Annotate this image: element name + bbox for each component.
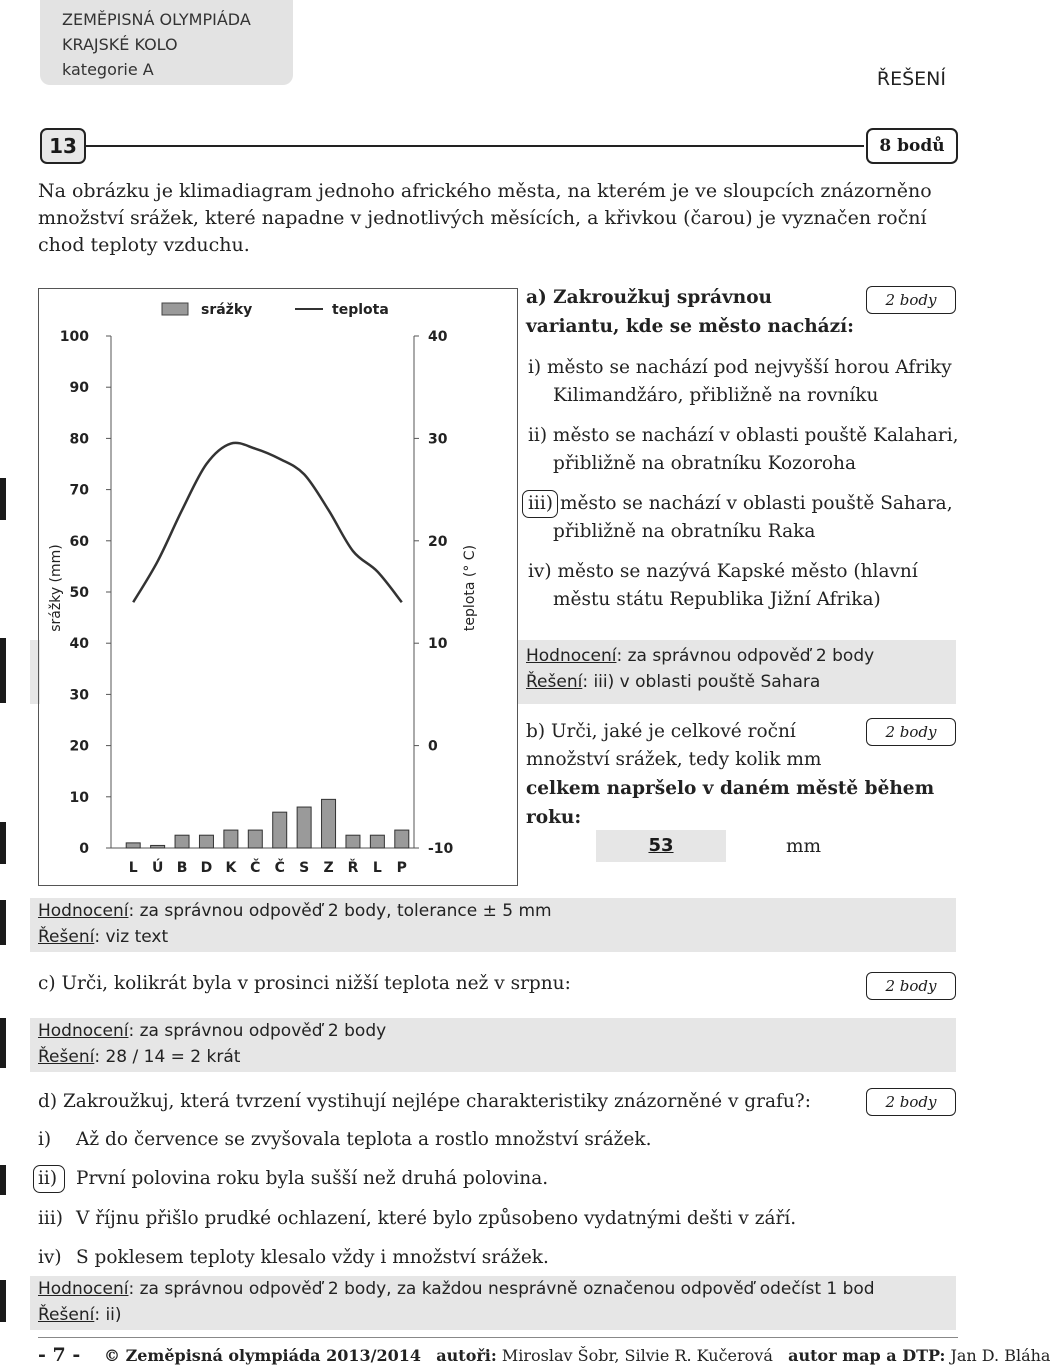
tick-label-left: 10 (69, 789, 89, 806)
qd-eval-label: Hodnocení (38, 1279, 129, 1299)
legend-label-precip: srážky (201, 302, 253, 318)
qa-option-4-line1[interactable]: iv) město se nazývá Kapské město (hlavní (528, 561, 918, 582)
precip-bar (224, 830, 238, 848)
month-label: D (200, 860, 213, 876)
header-olympiad: ZEMĚPISNÁ OLYMPIÁDA (62, 10, 251, 29)
qb-line3: celkem napršelo v daném městě během (526, 778, 935, 799)
qd-option-4-mark[interactable]: iv) (38, 1247, 62, 1268)
month-label: P (396, 860, 407, 876)
qd-option-1-mark[interactable]: i) (38, 1129, 52, 1150)
qa-sol-text: : iii) v oblasti pouště Sahara (582, 672, 821, 692)
qb-eval-label: Hodnocení (38, 901, 129, 921)
month-label: K (225, 860, 237, 876)
margin-marker (0, 638, 6, 703)
qc-eval-text: : za správnou odpověď 2 body (128, 1021, 387, 1041)
qa-eval-label: Hodnocení (526, 646, 617, 666)
qa-title-line1: a) Zakroužkuj správnou (526, 287, 773, 308)
temperature-curve (133, 443, 402, 602)
qd-option-3[interactable]: V říjnu přišlo prudké ochlazení, které bylo způsobeno vydatnými dešti v září. (76, 1208, 797, 1229)
footer-dtp: Jan D. Bláha (950, 1346, 1050, 1365)
qc-eval-label: Hodnocení (38, 1021, 129, 1041)
task-points: 8 bodů (866, 128, 958, 164)
tick-label-right: -10 (428, 841, 454, 857)
month-label: S (299, 860, 310, 876)
footer-credits (104, 1346, 1050, 1365)
qd-sol-label: Řešení (38, 1305, 95, 1325)
tick-label-right: 40 (428, 329, 448, 345)
tick-label-right: 10 (428, 636, 448, 653)
qb-line1: b) Urči, jaké je celkové roční (526, 721, 796, 742)
qd-option-2[interactable]: První polovina roku byla sušší než druhá polovina. (76, 1168, 549, 1189)
legend-label-temp: teplota (332, 302, 389, 318)
precip-bar (248, 830, 262, 848)
qa-title-line2: variantu, kde se město nachází: (526, 316, 855, 337)
tick-label-right: 0 (428, 738, 438, 755)
qa-eval-text: : za správnou odpověď 2 body (616, 646, 875, 666)
footer-authors-label: autoři: (436, 1346, 497, 1365)
task-intro: Na obrázku je klimadiagram jednoho afrického města, na kterém je ve sloupcích znázorněno množství srážek, které napadne v jednotlivých měsících, a křivkou (čarou) je vyznačen roční chod teploty vzduchu. (38, 180, 932, 256)
qd-option-2-mark[interactable]: ii) (38, 1168, 58, 1189)
qc-evaluation-box (30, 1018, 956, 1072)
qb-sol-text: : viz text (94, 927, 169, 947)
qd-eval-text: : za správnou odpověď 2 body, za každou nesprávně označenou odpověď odečíst 1 bod (128, 1279, 875, 1299)
climate-chart (38, 288, 518, 886)
task-rule (84, 145, 864, 147)
qb-line2: množství srážek, tedy kolik mm (526, 749, 822, 770)
qb-sol-label: Řešení (38, 927, 95, 947)
tick-label-left: 0 (79, 841, 89, 857)
precip-bar (273, 812, 287, 848)
tick-label-left: 20 (69, 738, 89, 755)
qa-option-4-line2: městu státu Republika Jižní Afrika) (553, 589, 881, 610)
qb-points: 2 body (866, 718, 956, 746)
precip-bar (297, 807, 311, 848)
header-round: KRAJSKÉ KOLO (62, 35, 178, 54)
precip-bar (322, 799, 336, 848)
month-label: Č (250, 860, 261, 876)
header-category: kategorie A (62, 60, 154, 79)
precip-bar (395, 830, 409, 848)
qd-option-3-mark[interactable]: iii) (38, 1208, 63, 1229)
qd-option-4[interactable]: S poklesem teploty klesalo vždy i množství srážek. (76, 1247, 549, 1268)
tick-label-left: 40 (69, 636, 89, 653)
tick-label-right: 20 (428, 533, 448, 550)
margin-marker (0, 1165, 6, 1195)
qa-option-1-line1[interactable]: i) město se nachází pod nejvyšší horou Afriky (528, 357, 952, 378)
qb-unit: mm (786, 836, 822, 857)
margin-marker (0, 822, 6, 864)
margin-marker (0, 1280, 6, 1322)
task-number: 13 (40, 128, 86, 164)
precip-bar (126, 843, 140, 848)
margin-marker (0, 900, 6, 945)
qa-evaluation-box (518, 640, 956, 704)
qa-option-2-line1[interactable]: ii) město se nachází v oblasti pouště Kalahari, (528, 425, 959, 446)
qa-option-3-line1[interactable]: město se nachází v oblasti pouště Sahara, (560, 493, 953, 514)
footer-rule (38, 1337, 958, 1338)
qa-option-1-line2: Kilimandžáro, přibližně na rovníku (553, 385, 879, 406)
qd-option-1[interactable]: Až do července se zvyšovala teplota a rostlo množství srážek. (76, 1129, 652, 1150)
qb-eval-text: : za správnou odpověď 2 body, tolerance ± 5 mm (128, 901, 552, 921)
precip-bar (346, 835, 360, 848)
footer-dtp-label: autor map a DTP: (788, 1346, 946, 1365)
tick-label-left: 80 (69, 431, 89, 448)
qd-evaluation-box (30, 1276, 956, 1330)
precip-bar (151, 845, 165, 848)
margin-marker (0, 478, 6, 520)
month-label: Ú (151, 860, 164, 876)
qc-sol-label: Řešení (38, 1047, 95, 1067)
qc-text: c) Urči, kolikrát byla v prosinci nižší teplota než v srpnu: (38, 973, 571, 994)
qb-evaluation-box (30, 898, 956, 952)
precip-bar (199, 835, 213, 848)
legend-swatch-precip (162, 303, 188, 315)
qc-points: 2 body (866, 972, 956, 1000)
qa-option-3-mark[interactable]: iii) (528, 493, 553, 514)
margin-marker (0, 1018, 6, 1068)
tick-label-left: 100 (59, 329, 89, 345)
precip-bar (370, 835, 384, 848)
qb-line4: roku: (526, 807, 582, 828)
qb-answer-field[interactable]: 53 (596, 830, 726, 862)
month-label: Č (274, 860, 285, 876)
tick-label-left: 70 (69, 482, 89, 499)
header-solution: ŘEŠENÍ (876, 68, 946, 90)
tick-label-right: 30 (428, 431, 448, 448)
qd-points: 2 body (866, 1088, 956, 1116)
qc-sol-text: : 28 / 14 = 2 krát (94, 1047, 241, 1067)
month-label: L (372, 860, 382, 876)
qa-points: 2 body (866, 286, 956, 314)
month-label: B (176, 860, 188, 876)
precip-bar (175, 835, 189, 848)
y-axis-label-left: srážky (mm) (48, 544, 64, 632)
footer-authors: Miroslav Šobr, Silvie R. Kučerová (501, 1346, 773, 1365)
tick-label-left: 90 (69, 380, 89, 397)
y-axis-label-right: teplota (° C) (462, 544, 478, 632)
qa-option-2-line2: přibližně na obratníku Kozoroha (553, 453, 856, 474)
tick-label-left: 60 (69, 533, 89, 550)
qd-sol-text: : ii) (94, 1305, 122, 1325)
qa-sol-label: Řešení (526, 672, 583, 692)
tick-label-left: 50 (69, 585, 89, 601)
tick-label-left: 30 (69, 687, 89, 704)
footer-page-number: - 7 - (38, 1344, 81, 1366)
month-label: L (128, 860, 138, 876)
qd-text: d) Zakroužkuj, která tvrzení vystihují nejlépe charakteristiky znázorněné v grafu?: (38, 1091, 811, 1112)
month-label: Z (323, 860, 334, 876)
qa-option-3-line2: přibližně na obratníku Raka (553, 521, 816, 542)
month-label: Ř (347, 860, 359, 876)
footer-copyright: © Zeměpisná olympiáda 2013/2014 (104, 1346, 422, 1365)
